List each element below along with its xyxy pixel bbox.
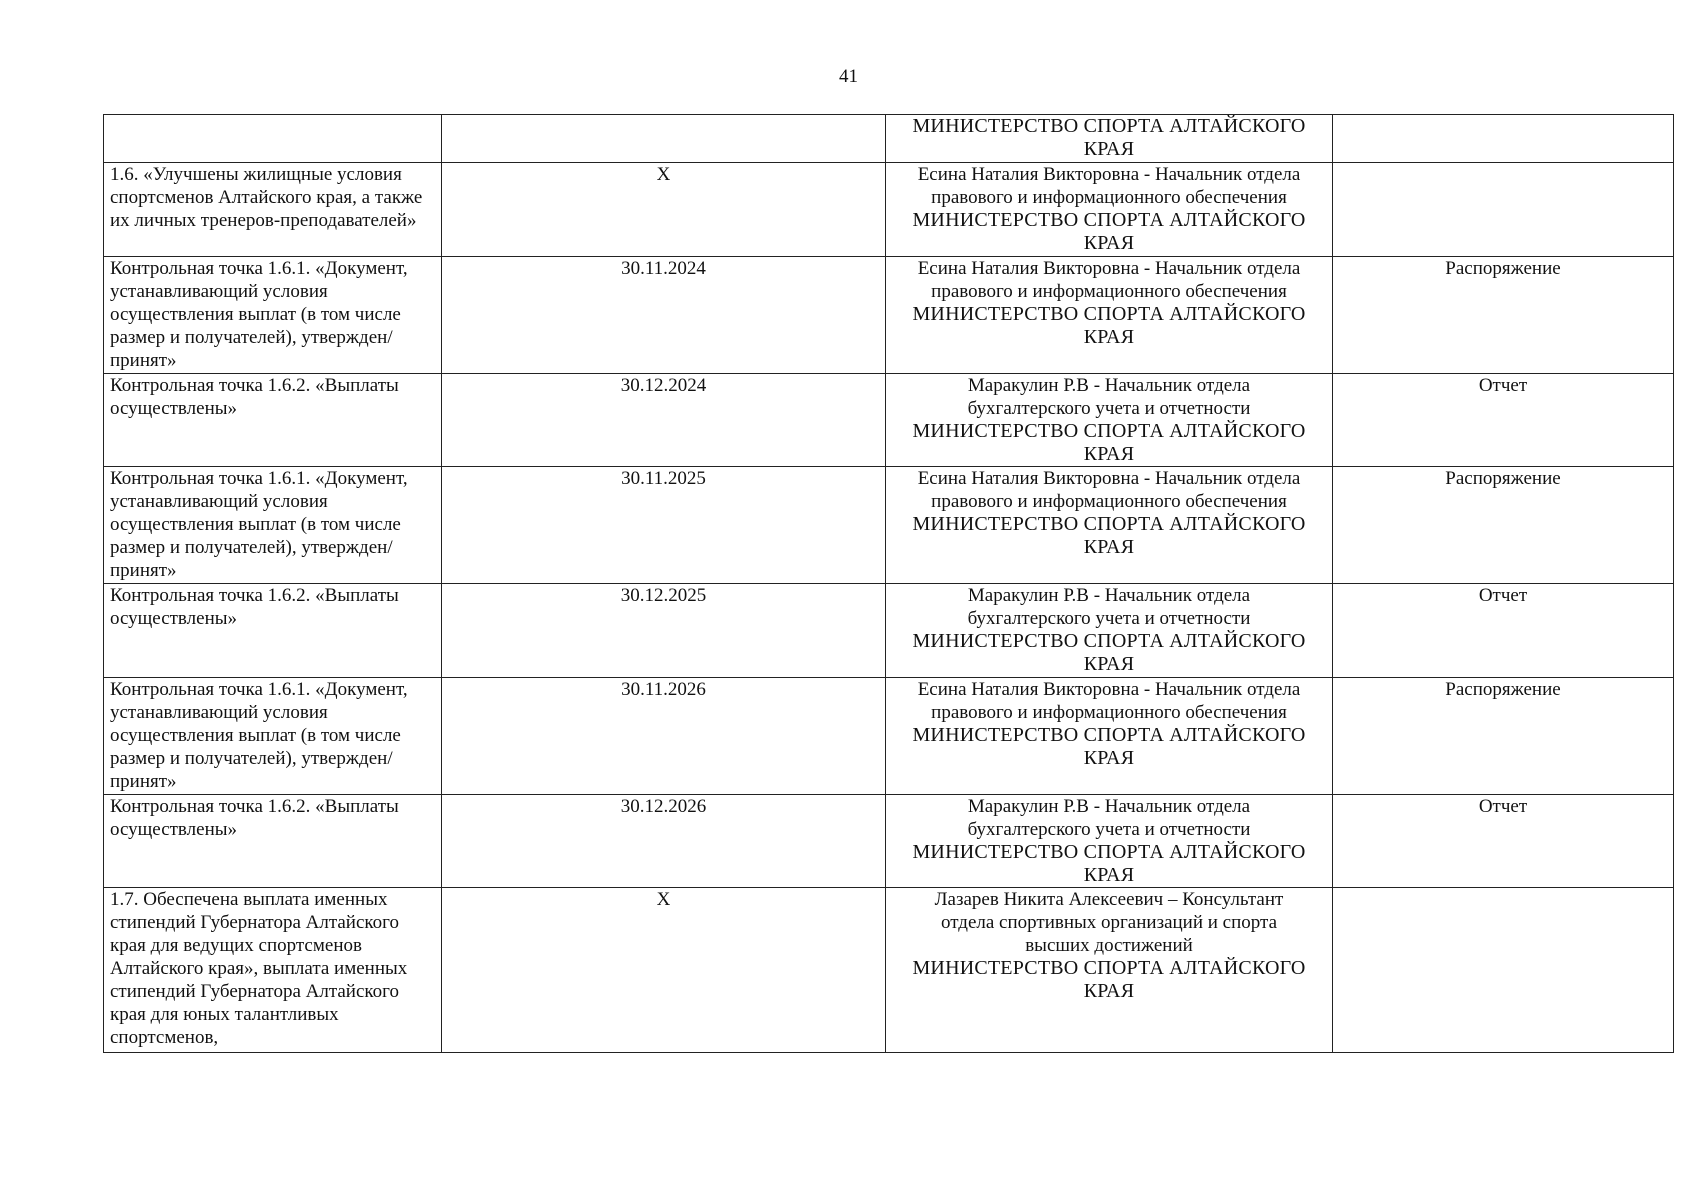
table-row bbox=[104, 374, 1674, 467]
table-row bbox=[104, 584, 1674, 678]
row-date-cell: 30.11.2026 bbox=[442, 678, 886, 795]
organization-line: КРАЯ bbox=[1083, 232, 1135, 254]
row-title-cell: 1.7. Обеспечена выплата именных стипендий Губернатора Алтайского края для ведущих спортсменов Алтайского края», выплата именных стипендий Губернатора Алтайского края для юных талантливых спортсменов, bbox=[104, 888, 442, 1053]
table-row bbox=[104, 257, 1674, 374]
row-title-cell: Контрольная точка 1.6.1. «Документ, устанавливающий условия осуществления выплат (в том числе размер и получателей), утвержден/принят» bbox=[104, 467, 442, 584]
table-row bbox=[104, 795, 1674, 888]
row-document-cell bbox=[1333, 115, 1674, 163]
organization-line: КРАЯ bbox=[1083, 864, 1135, 886]
table-body bbox=[104, 115, 1674, 1053]
responsible-line: Есина Наталия Викторовна - Начальник отдела bbox=[917, 258, 1301, 279]
row-date-cell: X bbox=[442, 888, 886, 1053]
row-responsible-cell bbox=[886, 888, 1333, 1053]
organization-line: КРАЯ bbox=[1083, 326, 1135, 348]
row-title-cell: 1.6. «Улучшены жилищные условия спортсменов Алтайского края, а также их личных тренеров-преподавателей» bbox=[104, 163, 442, 257]
organization-line: МИНИСТЕРСТВО СПОРТА АЛТАЙСКОГО bbox=[912, 724, 1306, 746]
responsible-line: Есина Наталия Викторовна - Начальник отдела bbox=[917, 679, 1301, 700]
row-document-cell: Распоряжение bbox=[1333, 678, 1674, 795]
row-date-cell: X bbox=[442, 163, 886, 257]
row-responsible-cell bbox=[886, 678, 1333, 795]
organization-line: МИНИСТЕРСТВО СПОРТА АЛТАЙСКОГО bbox=[912, 115, 1306, 137]
organization-line: МИНИСТЕРСТВО СПОРТА АЛТАЙСКОГО bbox=[912, 209, 1306, 231]
row-responsible-cell bbox=[886, 115, 1333, 163]
row-responsible-cell bbox=[886, 584, 1333, 678]
row-date-cell: 30.12.2024 bbox=[442, 374, 886, 467]
organization-line: МИНИСТЕРСТВО СПОРТА АЛТАЙСКОГО bbox=[912, 513, 1306, 535]
row-title-cell: Контрольная точка 1.6.2. «Выплаты осуществлены» bbox=[104, 374, 442, 467]
organization-line: МИНИСТЕРСТВО СПОРТА АЛТАЙСКОГО bbox=[912, 841, 1306, 863]
organization-line: КРАЯ bbox=[1083, 138, 1135, 160]
row-date-cell: 30.11.2024 bbox=[442, 257, 886, 374]
organization-line: МИНИСТЕРСТВО СПОРТА АЛТАЙСКОГО bbox=[912, 420, 1306, 442]
responsible-line: бухгалтерского учета и отчетности bbox=[967, 398, 1251, 419]
row-document-cell bbox=[1333, 163, 1674, 257]
row-document-cell bbox=[1333, 888, 1674, 1053]
row-title-cell: Контрольная точка 1.6.2. «Выплаты осуществлены» bbox=[104, 795, 442, 888]
row-document-cell: Отчет bbox=[1333, 374, 1674, 467]
row-date-cell: 30.12.2025 bbox=[442, 584, 886, 678]
table-row bbox=[104, 678, 1674, 795]
organization-line: МИНИСТЕРСТВО СПОРТА АЛТАЙСКОГО bbox=[912, 303, 1306, 325]
responsible-line: Маракулин Р.В - Начальник отдела bbox=[967, 585, 1251, 606]
row-document-cell: Отчет bbox=[1333, 584, 1674, 678]
row-title-cell: Контрольная точка 1.6.2. «Выплаты осуществлены» bbox=[104, 584, 442, 678]
responsible-line: бухгалтерского учета и отчетности bbox=[967, 608, 1251, 629]
organization-line: КРАЯ bbox=[1083, 653, 1135, 675]
organization-line: КРАЯ bbox=[1083, 443, 1135, 465]
row-responsible-cell bbox=[886, 163, 1333, 257]
responsible-line: Маракулин Р.В - Начальник отдела bbox=[967, 375, 1251, 396]
responsible-line: Есина Наталия Викторовна - Начальник отдела bbox=[917, 468, 1301, 489]
organization-line: МИНИСТЕРСТВО СПОРТА АЛТАЙСКОГО bbox=[912, 630, 1306, 652]
row-document-cell: Отчет bbox=[1333, 795, 1674, 888]
responsible-line: Есина Наталия Викторовна - Начальник отдела bbox=[917, 164, 1301, 185]
organization-line: КРАЯ bbox=[1083, 536, 1135, 558]
organization-line: МИНИСТЕРСТВО СПОРТА АЛТАЙСКОГО bbox=[912, 957, 1306, 979]
responsible-line: правового и информационного обеспечения bbox=[931, 281, 1287, 302]
row-date-cell bbox=[442, 115, 886, 163]
responsible-line: правового и информационного обеспечения bbox=[931, 702, 1287, 723]
organization-line: КРАЯ bbox=[1083, 980, 1135, 1002]
responsible-line: Лазарев Никита Алексеевич – Консультант bbox=[934, 889, 1284, 910]
row-responsible-cell bbox=[886, 467, 1333, 584]
row-responsible-cell bbox=[886, 257, 1333, 374]
responsible-line: правового и информационного обеспечения bbox=[931, 491, 1287, 512]
table-row bbox=[104, 467, 1674, 584]
row-date-cell: 30.12.2026 bbox=[442, 795, 886, 888]
row-title-cell: Контрольная точка 1.6.1. «Документ, устанавливающий условия осуществления выплат (в том числе размер и получателей), утвержден/принят» bbox=[104, 678, 442, 795]
organization-line: КРАЯ bbox=[1083, 747, 1135, 769]
row-document-cell: Распоряжение bbox=[1333, 467, 1674, 584]
responsible-line: правового и информационного обеспечения bbox=[931, 187, 1287, 208]
responsible-line: бухгалтерского учета и отчетности bbox=[967, 819, 1251, 840]
control-points-table bbox=[103, 114, 1674, 1053]
row-responsible-cell bbox=[886, 795, 1333, 888]
row-date-cell: 30.11.2025 bbox=[442, 467, 886, 584]
page-number: 41 bbox=[839, 66, 858, 87]
row-responsible-cell bbox=[886, 374, 1333, 467]
responsible-line: Маракулин Р.В - Начальник отдела bbox=[967, 796, 1251, 817]
row-title-cell: Контрольная точка 1.6.1. «Документ, устанавливающий условия осуществления выплат (в том числе размер и получателей), утвержден/принят» bbox=[104, 257, 442, 374]
table-row bbox=[104, 115, 1674, 163]
row-title-cell bbox=[104, 115, 442, 163]
row-document-cell: Распоряжение bbox=[1333, 257, 1674, 374]
table-row bbox=[104, 888, 1674, 1053]
responsible-line: высших достижений bbox=[1025, 935, 1193, 956]
responsible-line: отдела спортивных организаций и спорта bbox=[940, 912, 1278, 933]
table-row bbox=[104, 163, 1674, 257]
